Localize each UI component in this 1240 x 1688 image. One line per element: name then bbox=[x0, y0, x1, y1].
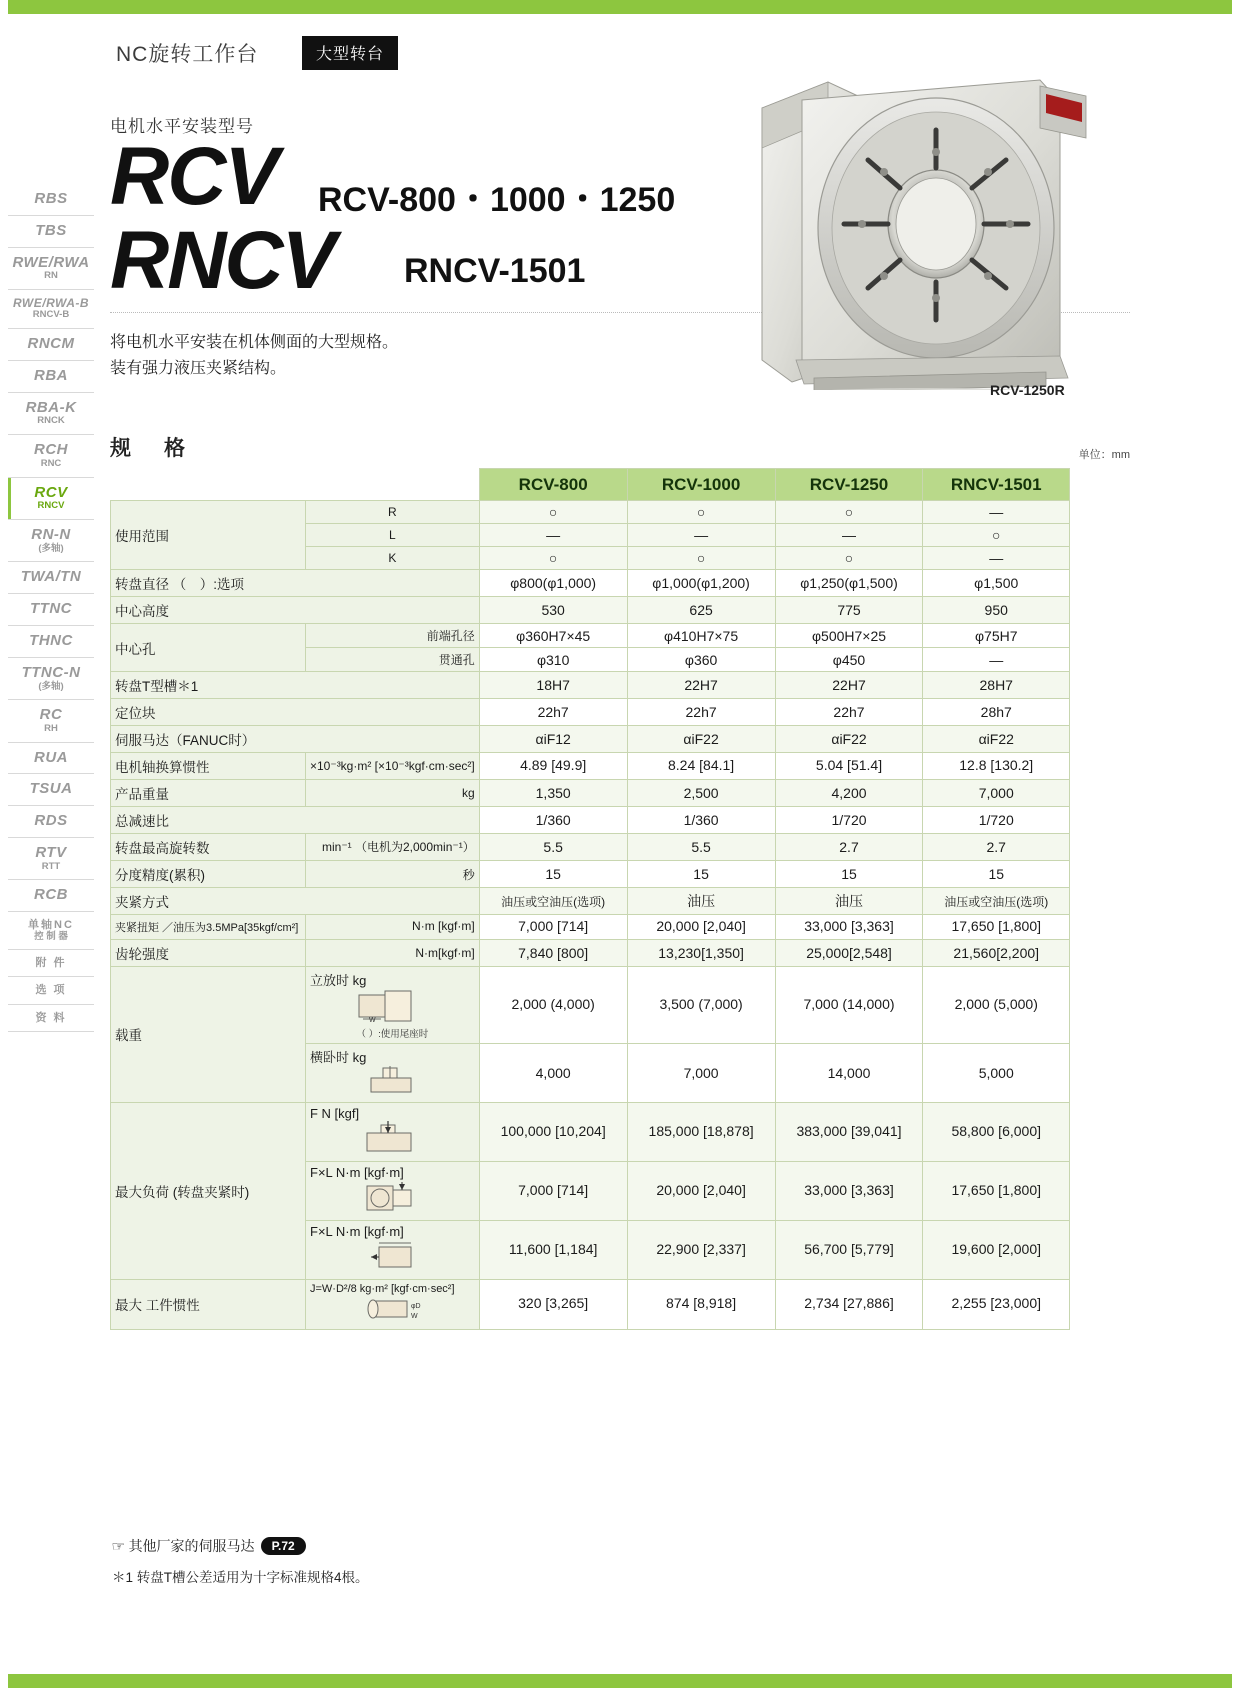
load-horizontal-label: 横卧时 kg bbox=[310, 1049, 367, 1065]
table-row bbox=[111, 501, 1070, 524]
workpiece-inertia-icon bbox=[353, 1295, 431, 1323]
cell: φ360 bbox=[627, 648, 775, 672]
sidebar-item-label: RUA bbox=[34, 748, 68, 766]
cell: 油压 bbox=[627, 888, 775, 915]
cell: 2,500 bbox=[627, 780, 775, 807]
cell: φ1,250(φ1,500) bbox=[775, 570, 923, 597]
cell: 7,000 (14,000) bbox=[775, 966, 923, 1043]
sidebar-item-rwe-rwa[interactable] bbox=[8, 248, 94, 290]
table-row bbox=[111, 939, 1070, 966]
load-vertical-label: 立放时 kg bbox=[310, 972, 367, 988]
sidebar-item-label: TBS bbox=[35, 221, 67, 239]
sidebar-item-twa-tn[interactable] bbox=[8, 562, 94, 594]
cell: 4,000 bbox=[479, 1043, 627, 1102]
row-label-gear-ratio: 总减速比 bbox=[111, 807, 480, 834]
row-unit-front-bore: 前端孔径 bbox=[306, 624, 480, 648]
series-rcv-title: RCV bbox=[110, 131, 278, 222]
bottom-green-bar bbox=[0, 1674, 1240, 1688]
cell: αiF22 bbox=[775, 726, 923, 753]
sidebar-item-rua[interactable] bbox=[8, 743, 94, 775]
row-unit-max-load-fl1 bbox=[306, 1161, 480, 1220]
cell: 15 bbox=[775, 861, 923, 888]
cell: 22h7 bbox=[627, 699, 775, 726]
cell: 5.5 bbox=[479, 834, 627, 861]
hero-desc-line1: 将电机水平安装在机体侧面的大型规格。 bbox=[110, 334, 399, 351]
sidebar-item-sublabel: RNCV-B bbox=[32, 309, 70, 321]
table-row bbox=[111, 753, 1070, 780]
cell: ○ bbox=[627, 501, 775, 524]
cell: 383,000 [39,041] bbox=[775, 1102, 923, 1161]
row-unit-load-horizontal bbox=[306, 1043, 480, 1102]
cell: αiF12 bbox=[479, 726, 627, 753]
table-row bbox=[111, 597, 1070, 624]
sidebar-item-rcv[interactable] bbox=[8, 478, 94, 520]
cell: — bbox=[627, 524, 775, 547]
sidebar-item-label: RCB bbox=[34, 886, 68, 904]
sidebar-item-label: 附 件 bbox=[35, 957, 67, 970]
cell: 25,000[2,548] bbox=[775, 939, 923, 966]
series-rncv-title: RNCV bbox=[110, 215, 335, 306]
sidebar-item-rtv[interactable] bbox=[8, 838, 94, 880]
footnote-tslot: ＊1 转盘T槽公差适用为十字标准规格4根。 bbox=[112, 1570, 369, 1585]
spec-corner-unit bbox=[306, 469, 480, 501]
row-label-max-load bbox=[111, 1102, 306, 1279]
row-unit-l: L bbox=[306, 524, 480, 547]
sidebar-item-rn-n[interactable] bbox=[8, 520, 94, 562]
sidebar-item-tbs[interactable] bbox=[8, 216, 94, 248]
cell: 7,000 [714] bbox=[479, 1161, 627, 1220]
max-load-fl1-unit: F×L N·m [kgf·m] bbox=[310, 1164, 404, 1180]
sidebar-item-nc[interactable] bbox=[8, 912, 94, 950]
cell: αiF22 bbox=[923, 726, 1070, 753]
table-row bbox=[111, 861, 1070, 888]
cell: ○ bbox=[923, 524, 1070, 547]
cell: 19,600 [2,000] bbox=[923, 1220, 1070, 1279]
cell: — bbox=[479, 524, 627, 547]
cell: 185,000 [18,878] bbox=[627, 1102, 775, 1161]
sidebar-item-label: 选 项 bbox=[35, 984, 67, 997]
footnote-motor-link[interactable] bbox=[112, 1536, 306, 1556]
cell: 22H7 bbox=[775, 672, 923, 699]
cell: 22H7 bbox=[627, 672, 775, 699]
cell: — bbox=[775, 524, 923, 547]
workpiece-inertia-unit: J=W·D²/8 kg·m² [kgf·cm·sec²] bbox=[310, 1282, 455, 1295]
cell: ○ bbox=[479, 501, 627, 524]
row-label-load: 载重 bbox=[111, 966, 306, 1102]
footnote-motor-text: 其他厂家的伺服马达 bbox=[128, 1538, 255, 1554]
spec-section-title: 规 格 bbox=[110, 437, 191, 460]
sidebar-item-label: TSUA bbox=[29, 780, 73, 798]
cell: 21,560[2,200] bbox=[923, 939, 1070, 966]
sidebar-item-sublabel: RTT bbox=[41, 860, 61, 872]
row-unit-index-accuracy: 秒 bbox=[306, 861, 480, 888]
sidebar-item-rc[interactable] bbox=[8, 700, 94, 742]
cell: 5.5 bbox=[627, 834, 775, 861]
moment-fl-icon bbox=[353, 1180, 431, 1214]
sidebar-item-label: RCV bbox=[34, 483, 68, 501]
cell: φ800(φ1,000) bbox=[479, 570, 627, 597]
row-label-center-hole: 中心孔 bbox=[111, 624, 306, 672]
pointing-hand-icon: ☞ bbox=[111, 1538, 126, 1554]
row-label-clamp-type: 夹紧方式 bbox=[111, 888, 480, 915]
cell: 1/720 bbox=[923, 807, 1070, 834]
cell: ○ bbox=[775, 547, 923, 570]
sidebar-item-sublabel: 控 制 器 bbox=[34, 930, 68, 942]
cell: 58,800 [6,000] bbox=[923, 1102, 1070, 1161]
row-unit-weight: kg bbox=[306, 780, 480, 807]
sidebar-item-sublabel: RN bbox=[44, 270, 58, 282]
row-unit-gear-strength: N·m[kgf·m] bbox=[306, 939, 480, 966]
cell: 15 bbox=[479, 861, 627, 888]
row-label-weight: 产品重量 bbox=[111, 780, 306, 807]
cell: 33,000 [3,363] bbox=[775, 915, 923, 940]
top-green-bar bbox=[0, 0, 1240, 14]
row-unit-motor-inertia: ×10⁻³kg·m² [×10⁻³kgf·cm·sec²] bbox=[306, 753, 480, 780]
spec-corner-label bbox=[111, 469, 306, 501]
series-rncv-models: RNCV-1501 bbox=[404, 252, 586, 290]
cell: 22h7 bbox=[479, 699, 627, 726]
cell: φ1,500 bbox=[923, 570, 1070, 597]
row-unit-max-speed: min⁻¹ （电机为2,000min⁻¹） bbox=[306, 834, 480, 861]
cell: φ310 bbox=[479, 648, 627, 672]
row-label-tslot: 转盘T型槽＊1 bbox=[111, 672, 480, 699]
sidebar bbox=[8, 14, 94, 1674]
sidebar-item-label: RWE/RWA-B bbox=[12, 296, 90, 311]
sidebar-item-label: RWE/RWA bbox=[12, 253, 90, 271]
load-note: （ ）:使用尾座时 bbox=[356, 1028, 429, 1040]
cell: 7,000 bbox=[627, 1043, 775, 1102]
row-label-center-height: 中心高度 bbox=[111, 597, 480, 624]
cell: — bbox=[923, 648, 1070, 672]
photo-caption: RCV-1250R bbox=[990, 382, 1065, 398]
row-label-locating-block: 定位块 bbox=[111, 699, 480, 726]
cell: 22h7 bbox=[775, 699, 923, 726]
table-row bbox=[111, 672, 1070, 699]
row-label-gear-strength: 齿轮强度 bbox=[111, 939, 306, 966]
moment-fl-side-icon bbox=[353, 1239, 431, 1273]
force-f-icon bbox=[353, 1121, 431, 1155]
sidebar-item-sublabel: RNC bbox=[40, 457, 62, 469]
table-row bbox=[111, 888, 1070, 915]
cell: 20,000 [2,040] bbox=[627, 915, 775, 940]
row-label-max-speed: 转盘最高旋转数 bbox=[111, 834, 306, 861]
cell: 15 bbox=[627, 861, 775, 888]
spec-col-rcv1000: RCV-1000 bbox=[627, 469, 775, 501]
sidebar-item-label: RC bbox=[39, 706, 63, 724]
cell: φ450 bbox=[775, 648, 923, 672]
row-unit-k: K bbox=[306, 547, 480, 570]
cell: 2.7 bbox=[923, 834, 1070, 861]
table-row bbox=[111, 726, 1070, 753]
table-row bbox=[111, 1102, 1070, 1161]
sidebar-item-label: RTV bbox=[35, 843, 67, 861]
sidebar-item-thnc[interactable] bbox=[8, 626, 94, 658]
table-row bbox=[111, 570, 1070, 597]
spec-col-rcv800: RCV-800 bbox=[479, 469, 627, 501]
sidebar-item-ttnc-n[interactable] bbox=[8, 658, 94, 700]
svg-text:φD: φD bbox=[411, 1302, 421, 1310]
cell: 5,000 bbox=[923, 1043, 1070, 1102]
sidebar-item-sublabel: RH bbox=[44, 722, 58, 734]
sidebar-item-sublabel: RNCV bbox=[37, 500, 65, 512]
row-label-index-accuracy: 分度精度(累积) bbox=[111, 861, 306, 888]
cell: 17,650 [1,800] bbox=[923, 915, 1070, 940]
cell: 28h7 bbox=[923, 699, 1070, 726]
page-title: NC旋转工作台 bbox=[116, 43, 259, 66]
cell: 12.8 [130.2] bbox=[923, 753, 1070, 780]
table-row bbox=[111, 780, 1070, 807]
sidebar-item-[interactable] bbox=[8, 977, 94, 1004]
table-row bbox=[111, 1279, 1070, 1329]
cell: 530 bbox=[479, 597, 627, 624]
sidebar-item-sublabel: RNCK bbox=[37, 415, 65, 427]
row-unit-max-load-f bbox=[306, 1102, 480, 1161]
cell: 4,200 bbox=[775, 780, 923, 807]
sidebar-item-label: RDS bbox=[34, 812, 68, 830]
cell: 7,840 [800] bbox=[479, 939, 627, 966]
cell: 20,000 [2,040] bbox=[627, 1161, 775, 1220]
table-row bbox=[111, 807, 1070, 834]
cell: 1,350 bbox=[479, 780, 627, 807]
load-horizontal-icon bbox=[353, 1066, 431, 1096]
cell: 5.04 [51.4] bbox=[775, 753, 923, 780]
svg-text:W: W bbox=[369, 1016, 376, 1023]
max-load-f-unit: F N [kgf] bbox=[310, 1105, 360, 1121]
cell: 28H7 bbox=[923, 672, 1070, 699]
cell: 2,000 (5,000) bbox=[923, 966, 1070, 1043]
row-unit-workpiece-inertia bbox=[306, 1279, 480, 1329]
spec-table-head bbox=[111, 469, 1070, 501]
cell: φ500H7×25 bbox=[775, 624, 923, 648]
sidebar-item-label: RBS bbox=[34, 190, 68, 207]
cell: 2,255 [23,000] bbox=[923, 1279, 1070, 1329]
row-label-servo-motor: 伺服马达（FANUC时） bbox=[111, 726, 480, 753]
cell: — bbox=[923, 501, 1070, 524]
spec-col-rncv1501: RNCV-1501 bbox=[923, 469, 1070, 501]
cell: 950 bbox=[923, 597, 1070, 624]
row-unit-through-hole: 贯通孔 bbox=[306, 648, 480, 672]
sidebar-item-rds[interactable] bbox=[8, 806, 94, 838]
cell: 17,650 [1,800] bbox=[923, 1161, 1070, 1220]
hero-description bbox=[110, 330, 398, 383]
series-rcv-models: RCV-800・1000・1250 bbox=[318, 181, 676, 219]
sidebar-item-label: TTNC bbox=[30, 600, 72, 618]
cell: 1/360 bbox=[627, 807, 775, 834]
row-label-clamp-torque: 夹紧扭矩 ／油压为3.5MPa[35kgf/cm²] bbox=[111, 915, 306, 940]
cell: 7,000 [714] bbox=[479, 915, 627, 940]
cell: 625 bbox=[627, 597, 775, 624]
sidebar-item-[interactable] bbox=[8, 950, 94, 977]
rotary-table-illustration bbox=[740, 60, 1120, 390]
right-white-edge bbox=[1232, 0, 1240, 1688]
cell: 油压或空油压(选项) bbox=[479, 888, 627, 915]
cell: 33,000 [3,363] bbox=[775, 1161, 923, 1220]
hero-sub-label: 电机水平安装型号 bbox=[110, 117, 254, 136]
cell: ○ bbox=[775, 501, 923, 524]
cell: 8.24 [84.1] bbox=[627, 753, 775, 780]
max-load-fl2-unit: F×L N·m [kgf·m] bbox=[310, 1223, 404, 1239]
row-unit-clamp-torque: N·m [kgf·m] bbox=[306, 915, 480, 940]
svg-text:W: W bbox=[411, 1312, 418, 1320]
cell: 1/360 bbox=[479, 807, 627, 834]
cell: 14,000 bbox=[775, 1043, 923, 1102]
sidebar-item-rbs[interactable] bbox=[8, 184, 94, 216]
header-badge: 大型转台 bbox=[302, 36, 398, 70]
table-row bbox=[111, 624, 1070, 648]
row-label-motor-inertia: 电机轴换算惯性 bbox=[111, 753, 306, 780]
table-row bbox=[111, 966, 1070, 1043]
cell: 1/720 bbox=[775, 807, 923, 834]
row-unit-load-vertical bbox=[306, 966, 480, 1043]
spec-table-body bbox=[111, 501, 1070, 1330]
spec-col-rcv1250: RCV-1250 bbox=[775, 469, 923, 501]
sidebar-item-rch[interactable] bbox=[8, 435, 94, 477]
row-label-table-diameter: 转盘直径 （ ）:选项 bbox=[111, 570, 480, 597]
cell: 2.7 bbox=[775, 834, 923, 861]
spec-unit-note: 单位：mm bbox=[1078, 449, 1130, 461]
cell: 18H7 bbox=[479, 672, 627, 699]
row-label-usage: 使用范围 bbox=[111, 501, 306, 570]
cell: φ410H7×75 bbox=[627, 624, 775, 648]
sidebar-item-label: RBA-K bbox=[25, 398, 77, 416]
row-unit-r: R bbox=[306, 501, 480, 524]
cell: ○ bbox=[627, 547, 775, 570]
sidebar-item-rba-k[interactable] bbox=[8, 393, 94, 435]
cell: φ1,000(φ1,200) bbox=[627, 570, 775, 597]
load-vertical-icon bbox=[353, 989, 431, 1023]
cell: 11,600 [1,184] bbox=[479, 1220, 627, 1279]
cell: 56,700 [5,779] bbox=[775, 1220, 923, 1279]
sidebar-item-rba[interactable] bbox=[8, 361, 94, 393]
row-label-workpiece-inertia: 最大 工件惯性 bbox=[111, 1279, 306, 1329]
sidebar-spacer bbox=[8, 14, 94, 184]
sidebar-item-ttnc[interactable] bbox=[8, 594, 94, 626]
cell: 2,734 [27,886] bbox=[775, 1279, 923, 1329]
sidebar-item-label: THNC bbox=[29, 631, 73, 649]
cell: ○ bbox=[479, 547, 627, 570]
table-row bbox=[111, 834, 1070, 861]
cell: φ75H7 bbox=[923, 624, 1070, 648]
cell: αiF22 bbox=[627, 726, 775, 753]
table-row bbox=[111, 699, 1070, 726]
cell: 7,000 bbox=[923, 780, 1070, 807]
sidebar-item-[interactable] bbox=[8, 1005, 94, 1032]
sidebar-item-label: TWA/TN bbox=[20, 568, 82, 586]
sidebar-item-label: RNCM bbox=[27, 335, 75, 353]
cell: 874 [8,918] bbox=[627, 1279, 775, 1329]
sidebar-item-label: TTNC-N bbox=[21, 663, 81, 681]
sidebar-item-label: RBA bbox=[34, 366, 68, 384]
cell: 油压或空油压(选项) bbox=[923, 888, 1070, 915]
sidebar-item-sublabel: (多轴) bbox=[38, 680, 64, 692]
sidebar-item-tsua[interactable] bbox=[8, 774, 94, 806]
cell: 4.89 [49.9] bbox=[479, 753, 627, 780]
spec-header-row bbox=[111, 469, 1070, 501]
sidebar-item-label: RCH bbox=[34, 441, 68, 459]
cell: 22,900 [2,337] bbox=[627, 1220, 775, 1279]
cell: 320 [3,265] bbox=[479, 1279, 627, 1329]
left-white-edge bbox=[0, 0, 8, 1688]
sidebar-item-label: 单轴NC bbox=[28, 919, 74, 932]
product-photo bbox=[740, 60, 1120, 390]
cell: 2,000 (4,000) bbox=[479, 966, 627, 1043]
page-ref-badge[interactable]: P.72 bbox=[261, 1537, 306, 1555]
row-unit-max-load-fl2 bbox=[306, 1220, 480, 1279]
sidebar-item-rcb[interactable] bbox=[8, 880, 94, 912]
cell: φ360H7×45 bbox=[479, 624, 627, 648]
sidebar-item-label: 资 料 bbox=[35, 1011, 67, 1024]
hero-desc-line2: 装有强力液压夹紧结构。 bbox=[110, 360, 287, 378]
max-load-label: 最大负荷 (转盘夹紧时) bbox=[115, 1184, 250, 1200]
table-row bbox=[111, 915, 1070, 940]
cell: 15 bbox=[923, 861, 1070, 888]
cell: 100,000 [10,204] bbox=[479, 1102, 627, 1161]
cell: 13,230[1,350] bbox=[627, 939, 775, 966]
cell: — bbox=[923, 547, 1070, 570]
cell: 3,500 (7,000) bbox=[627, 966, 775, 1043]
cell: 775 bbox=[775, 597, 923, 624]
sidebar-list bbox=[8, 184, 94, 1032]
cell: 油压 bbox=[775, 888, 923, 915]
sidebar-item-sublabel: (多轴) bbox=[38, 542, 64, 554]
sidebar-item-rwe-rwa-b[interactable] bbox=[8, 290, 94, 329]
spec-table bbox=[110, 468, 1070, 1330]
sidebar-item-rncm[interactable] bbox=[8, 329, 94, 361]
sidebar-item-label: RN-N bbox=[31, 525, 71, 543]
